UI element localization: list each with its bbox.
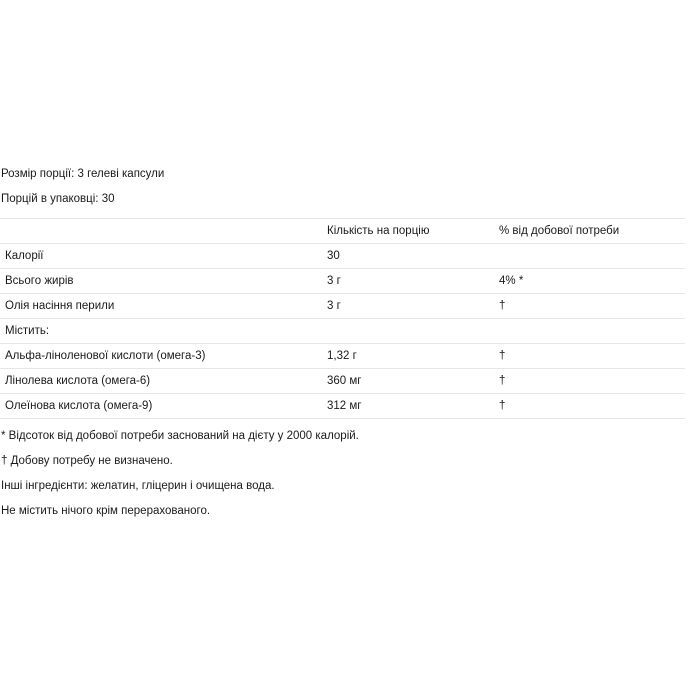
contains-nothing-else: Не містить нічого крім перерахованого. — [1, 505, 211, 517]
row-daily-value: † — [499, 344, 685, 369]
row-name: Калорії — [0, 244, 327, 269]
table-row — [0, 269, 685, 294]
row-name: Олеїнова кислота (омега-9) — [0, 394, 327, 419]
row-daily-value: † — [499, 369, 685, 394]
table-row — [0, 344, 685, 369]
row-daily-value — [499, 244, 685, 269]
servings-per-container: Порцій в упаковці: 30 — [1, 193, 115, 205]
row-daily-value: † — [499, 294, 685, 319]
row-daily-value: 4% * — [499, 269, 685, 294]
row-daily-value — [499, 319, 685, 344]
table-row — [0, 319, 685, 344]
row-amount — [327, 319, 499, 344]
serving-size: Розмір порції: 3 гелеві капсули — [1, 168, 165, 180]
row-daily-value: † — [499, 394, 685, 419]
row-name: Всього жирів — [0, 269, 327, 294]
other-ingredients: Інші інгредієнти: желатин, гліцерин і очищена вода. — [1, 480, 275, 492]
row-name: Лінолева кислота (омега-6) — [0, 369, 327, 394]
table-row — [0, 244, 685, 269]
nutrition-table — [0, 218, 685, 419]
row-name: Альфа-ліноленової кислоти (омега-3) — [0, 344, 327, 369]
row-amount: 3 г — [327, 294, 499, 319]
table-row — [0, 294, 685, 319]
daily-value-footnote: * Відсоток від добової потреби заснований на дієту у 2000 калорій. — [1, 430, 359, 442]
row-amount: 360 мг — [327, 369, 499, 394]
row-amount: 30 — [327, 244, 499, 269]
table-header-row — [0, 219, 685, 244]
row-name: Олія насіння перили — [0, 294, 327, 319]
table-row — [0, 394, 685, 419]
column-header-name — [0, 219, 327, 244]
table-row — [0, 369, 685, 394]
row-amount: 1,32 г — [327, 344, 499, 369]
not-established-footnote: † Добову потребу не визначено. — [1, 455, 173, 467]
row-amount: 3 г — [327, 269, 499, 294]
row-name: Містить: — [0, 319, 327, 344]
row-amount: 312 мг — [327, 394, 499, 419]
column-header-daily-value: % від добової потреби — [499, 219, 685, 244]
column-header-amount: Кількість на порцію — [327, 219, 499, 244]
